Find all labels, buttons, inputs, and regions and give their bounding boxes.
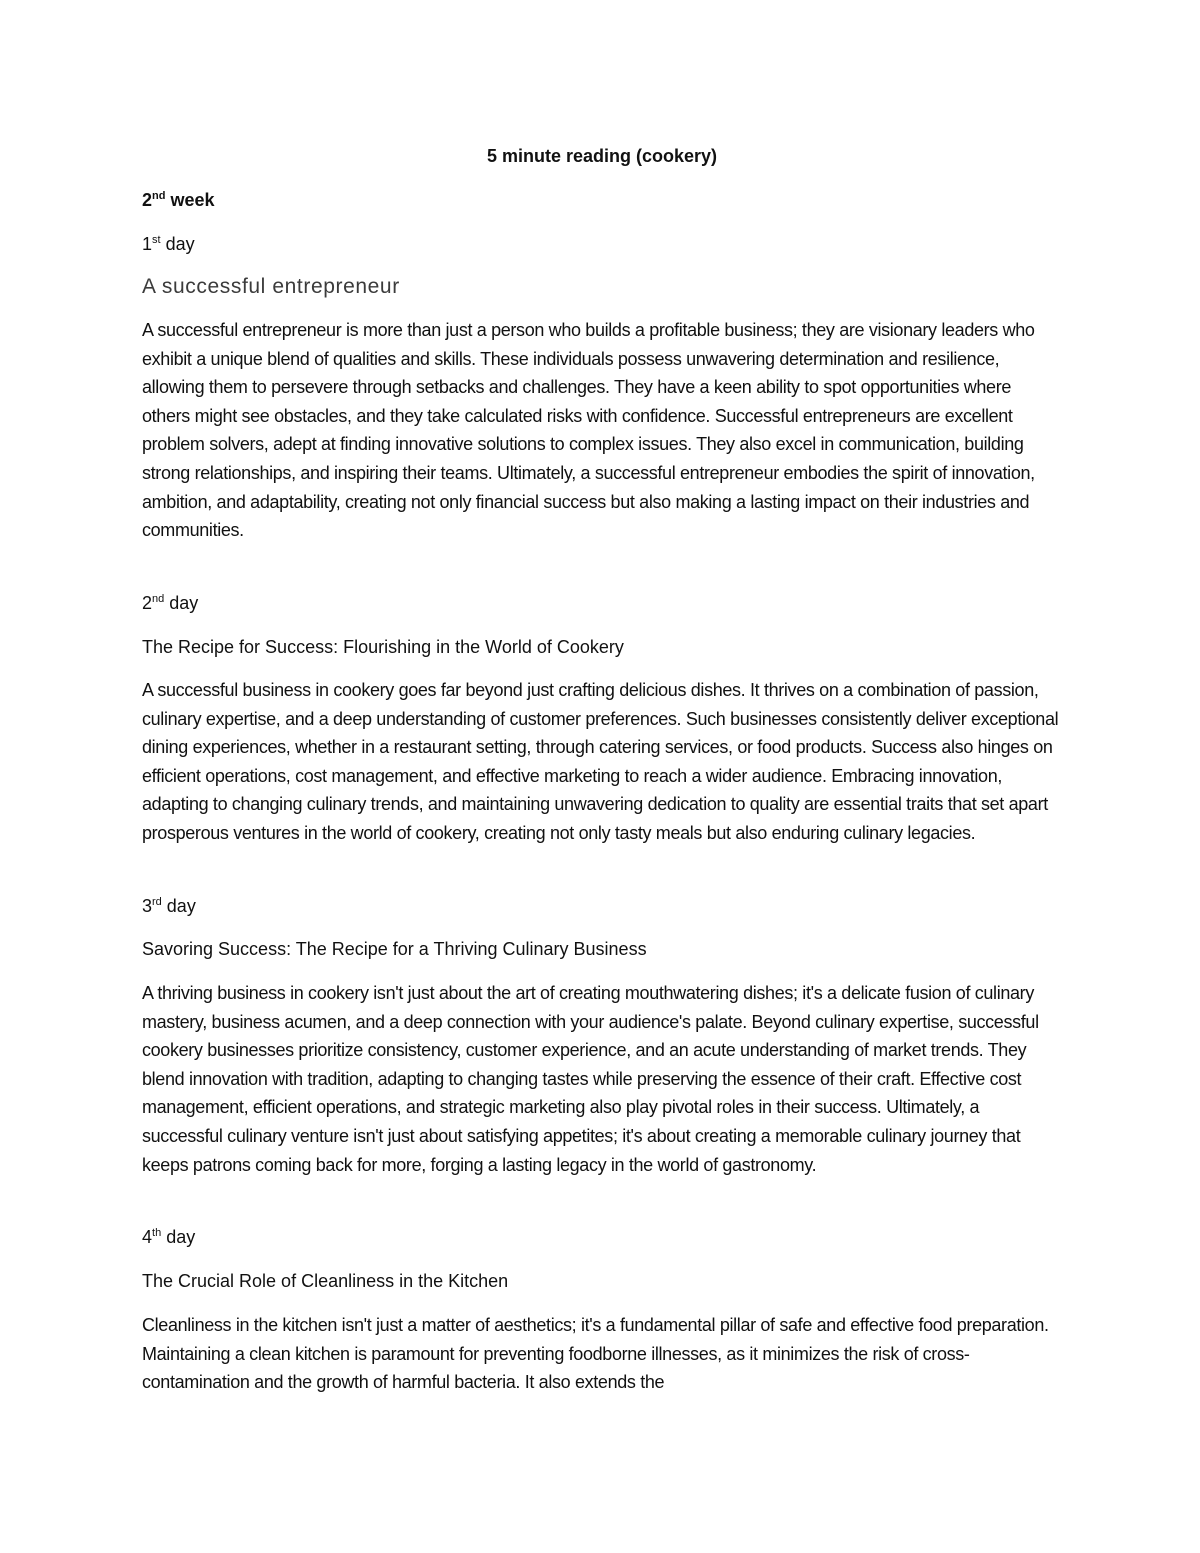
day-suffix: rd [152, 896, 162, 908]
week-number: 2 [142, 190, 153, 210]
day-text: day [161, 896, 196, 916]
day-number: 1 [142, 234, 153, 254]
section-heading-1: A successful entrepreneur [142, 275, 400, 298]
document-title: 5 minute reading (cookery) [486, 146, 718, 166]
week-text: week [165, 190, 215, 210]
day-text: day [160, 234, 195, 254]
article-title-4: The Crucial Role of Cleanliness in the Kitchen [142, 1271, 509, 1291]
week-label [142, 187, 215, 213]
day-label-1 [142, 231, 195, 257]
day-label-3 [142, 893, 196, 919]
day-text: day [161, 1227, 196, 1247]
day-suffix: nd [152, 593, 165, 605]
day-number: 3 [142, 896, 153, 916]
day-text: day [164, 593, 199, 613]
day-label-2 [142, 590, 198, 616]
paragraph-1: A successful entrepreneur is more than just a person who builds a profitable business; they are visionary leaders who exhibit a unique blend of qualities and skills. These individuals possess unwavering determination and resilience, allowing them to persevere through setbacks and challenges. They have a keen ability to spot opportunities where others might see obstacles, and they take calculated risks with confidence. Successful entrepreneurs are excellent problem solvers, adept at finding innovative solutions to complex issues. They also excel in communication, building strong relationships, and inspiring their teams. Ultimately, a successful entrepreneur embodies the spirit of innovation, ambition, and adaptability, creating not only financial success but also making a lasting impact on their industries and communities. [142, 320, 1035, 541]
day-suffix: st [152, 234, 161, 246]
paragraph-3: A thriving business in cookery isn't just about the art of creating mouthwatering dishes; it's a delicate fusion of culinary mastery, business acumen, and a deep connection with your audience's palate. Beyond culinary expertise, successful cookery businesses prioritize consistency, customer experience, and an acute understanding of market trends. They blend innovation with tradition, adapting to changing tastes while preserving the essence of their craft. Effective cost management, efficient operations, and strategic marketing also play pivotal roles in their success. Ultimately, a successful culinary venture isn't just about satisfying appetites; it's about creating a memorable culinary journey that keeps patrons coming back for more, forging a lasting legacy in the world of gastronomy. [142, 983, 1039, 1175]
day-suffix: th [152, 1227, 162, 1239]
article-title-2: The Recipe for Success: Flourishing in the World of Cookery [142, 637, 624, 657]
day-label-4 [142, 1224, 195, 1250]
article-title-3: Savoring Success: The Recipe for a Thriving Culinary Business [142, 939, 647, 959]
week-suffix: nd [152, 190, 166, 202]
day-number: 2 [142, 593, 153, 613]
day-number: 4 [142, 1227, 153, 1247]
paragraph-2: A successful business in cookery goes far beyond just crafting delicious dishes. It thrives on a combination of passion, culinary expertise, and a deep understanding of customer preferences. Such businesses consistently deliver exceptional dining experiences, whether in a restaurant setting, through catering services, or food products. Success also hinges on efficient operations, cost management, and effective marketing to reach a wider audience. Embracing innovation, adapting to changing culinary trends, and maintaining unwavering dedication to quality are essential traits that set apart prosperous ventures in the world of cookery, creating not only tasty meals but also enduring culinary legacies. [142, 680, 1059, 843]
paragraph-4: Cleanliness in the kitchen isn't just a matter of aesthetics; it's a fundamental pillar of safe and effective food preparation. Maintaining a clean kitchen is paramount for preventing foodborne illnesses, as it minimizes the risk of cross-contamination and the growth of harmful bacteria. It also extends the [142, 1315, 1049, 1393]
